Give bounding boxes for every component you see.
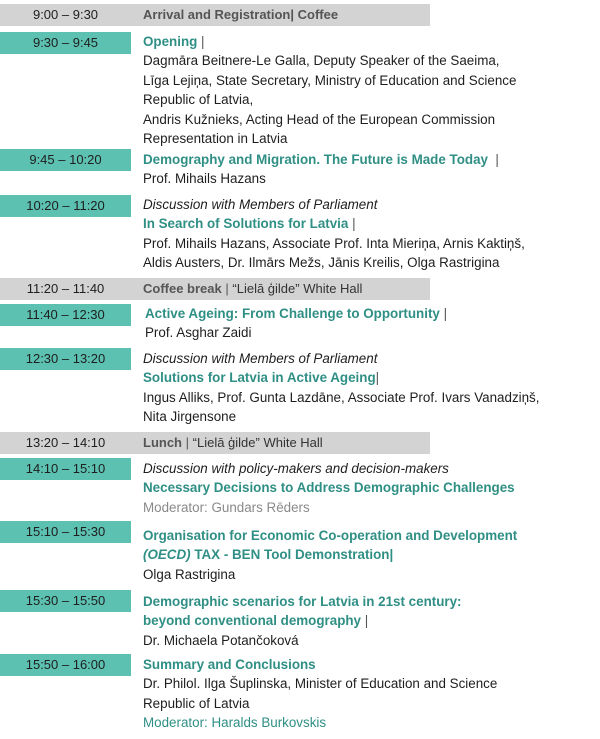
time-slot: 10:20 – 11:20	[0, 195, 131, 217]
separator: |	[185, 435, 190, 450]
session-opening	[143, 32, 593, 148]
session-title: Active Ageing: From Challenge to Opportunity	[145, 306, 440, 321]
speaker-line: Olga Rastrigina	[143, 566, 236, 582]
separator: |	[495, 152, 499, 167]
session-title-cont: beyond conventional demography	[143, 613, 361, 629]
time-slot: 15:50 – 16:00	[0, 654, 131, 676]
time-slot: 13:20 – 14:10	[25, 435, 106, 450]
session-title: In Search of Solutions for Latvia	[143, 216, 349, 232]
time-slot: 12:30 – 13:20	[0, 348, 131, 370]
break-label: Lunch	[143, 435, 182, 450]
speaker-line: Dr. Philol. Ilga Šuplinska, Minister of Education and Science	[143, 676, 498, 692]
session-label	[143, 278, 362, 300]
session-label	[143, 432, 323, 454]
speaker-line: Prof. Mihails Hazans, Associate Prof. Inta Mieriņa, Arnis Kaktiņš,	[143, 235, 525, 251]
separator: |	[375, 370, 380, 386]
speaker-line: Republic of Latvia	[143, 695, 250, 711]
venue: “Lielā ģilde” White Hall	[192, 435, 323, 450]
separator: |	[364, 613, 369, 629]
time-slot: 15:10 – 15:30	[0, 521, 131, 543]
time-slot: 9:45 – 10:20	[0, 149, 131, 171]
speaker-line: Aldis Austers, Dr. Ilmārs Mežs, Jānis Kreilis, Olga Rastrigina	[143, 255, 500, 271]
speaker-line: Ingus Alliks, Prof. Gunta Lazdāne, Associate Prof. Ivars Vanadziņš,	[143, 389, 540, 405]
session-demography-migration	[143, 150, 593, 189]
time-slot: 9:30 – 9:45	[0, 32, 131, 54]
time-slot: 14:10 – 15:10	[0, 458, 131, 480]
moderator: Moderator: Haralds Burkovskis	[143, 715, 327, 731]
session-summary	[143, 655, 593, 733]
session-search-solutions	[143, 195, 593, 273]
speaker-line: Representation in Latvia	[143, 131, 288, 147]
speaker-line: Nita Jirgensone	[143, 409, 237, 425]
time-slot: 9:00 – 9:30	[32, 7, 99, 22]
time-slot: 15:30 – 15:50	[0, 590, 131, 612]
speaker-line: Republic of Latvia,	[143, 92, 254, 108]
speaker-line: Prof. Asghar Zaidi	[145, 325, 252, 341]
session-format: Discussion with Members of Parliament	[143, 351, 378, 366]
agenda-row-coffee-break	[0, 278, 430, 300]
speaker-line: Dagmāra Beitnere-Le Galla, Deputy Speaker of the Saeima,	[143, 53, 500, 69]
speaker-line: Līga Lejiņa, State Secretary, Ministry of Education and Science	[143, 72, 517, 88]
separator: |	[443, 306, 448, 321]
session-title: Demography and Migration. The Future is Made Today	[143, 152, 488, 167]
session-active-ageing	[145, 304, 595, 343]
separator: |	[201, 34, 205, 49]
time-slot: 11:40 – 12:30	[0, 304, 131, 326]
separator: |	[225, 281, 229, 296]
separator: |	[352, 216, 356, 232]
session-title-abbr: (OECD)	[143, 547, 191, 563]
session-title: Organisation for Economic Co-operation and Development	[143, 528, 518, 543]
session-title: Opening	[143, 34, 198, 49]
session-title: Demographic scenarios for Latvia in 21st century:	[143, 594, 462, 609]
venue: “Lielā ģilde” White Hall	[232, 281, 363, 296]
moderator: Moderator: Gundars Rēders	[143, 499, 310, 515]
session-format: Discussion with policy-makers and decision-makers	[143, 461, 449, 476]
session-demographic-scenarios	[143, 592, 593, 650]
session-title-cont: TAX - BEN Tool Demonstration|	[190, 547, 394, 563]
session-oecd-taxben	[143, 526, 593, 584]
session-title: Summary and Conclusions	[143, 657, 316, 672]
session-label: Arrival and Registration| Coffee	[143, 7, 339, 22]
session-solutions-active-ageing	[143, 349, 593, 427]
speaker-line: Andris Kužnieks, Acting Head of the European Commission	[143, 111, 496, 127]
session-necessary-decisions	[143, 459, 593, 517]
session-format: Discussion with Members of Parliament	[143, 197, 378, 212]
agenda-row-arrival	[0, 4, 430, 26]
time-slot: 11:20 – 11:40	[26, 281, 105, 296]
agenda-row-lunch	[0, 432, 430, 454]
speaker-line: Prof. Mihails Hazans	[143, 171, 266, 187]
break-label: Coffee break	[143, 281, 222, 296]
speaker-line: Dr. Michaela Potančoková	[143, 632, 299, 648]
session-title: Necessary Decisions to Address Demographic Challenges	[143, 480, 515, 496]
session-title: Solutions for Latvia in Active Ageing	[143, 370, 376, 386]
